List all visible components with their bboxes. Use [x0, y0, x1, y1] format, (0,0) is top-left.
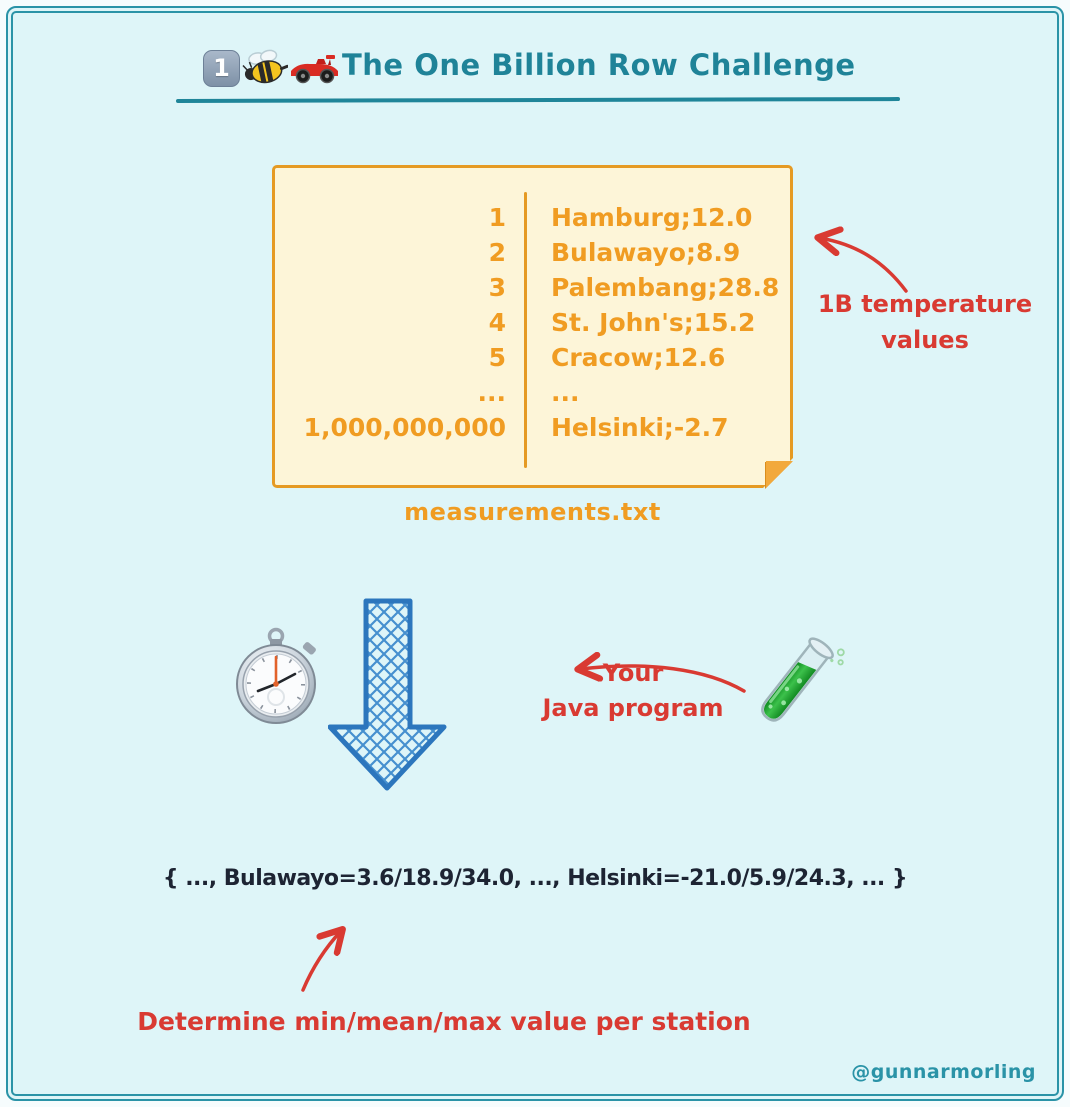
line-value: Palembang;28.8 — [551, 273, 780, 302]
line-number: 1 — [488, 203, 506, 232]
page-title: The One Billion Row Challenge — [342, 48, 856, 82]
result-output: { ..., Bulawayo=3.6/18.9/34.0, ..., Helsinki=-21.0/5.9/24.3, ... } — [162, 866, 908, 891]
measurement-row — [275, 340, 790, 375]
measurement-row — [275, 270, 790, 305]
stopwatch-icon — [229, 627, 323, 725]
program-label-line1: Your — [602, 659, 664, 687]
keycap-one-icon — [203, 50, 240, 87]
temperature-label-line2: values — [881, 326, 969, 354]
line-value: Bulawayo;8.9 — [551, 238, 741, 267]
program-label-line2: Java program — [542, 694, 724, 722]
note-rows — [275, 200, 790, 445]
temperature-label-line1: 1B temperature — [817, 290, 1033, 318]
measurement-row — [275, 410, 790, 445]
title-icons — [203, 46, 340, 90]
line-number: 3 — [488, 273, 506, 302]
measurement-row — [275, 305, 790, 340]
line-value: St. John's;15.2 — [551, 308, 756, 337]
line-number: 4 — [488, 308, 506, 337]
measurement-row — [275, 200, 790, 235]
bee-icon — [242, 47, 288, 89]
line-value: ... — [551, 378, 580, 407]
line-number: ... — [477, 378, 506, 407]
measurement-row — [275, 375, 790, 410]
folded-corner-icon — [766, 461, 793, 488]
down-arrow-icon — [328, 598, 448, 794]
line-number: 5 — [488, 343, 506, 372]
racing-car-icon — [290, 51, 340, 85]
line-number: 1,000,000,000 — [303, 413, 506, 442]
keycap-digit: 1 — [213, 54, 230, 82]
title-row — [0, 44, 1070, 94]
measurements-note — [272, 165, 793, 488]
measurement-row — [275, 235, 790, 270]
author-handle: @gunnarmorling — [851, 1061, 1036, 1083]
line-value: Helsinki;-2.7 — [551, 413, 729, 442]
line-number: 2 — [488, 238, 506, 267]
java-program-label — [528, 656, 738, 726]
temperature-values-label — [800, 286, 1050, 358]
line-value: Cracow;12.6 — [551, 343, 726, 372]
line-value: Hamburg;12.0 — [551, 203, 753, 232]
file-name-caption: measurements.txt — [404, 498, 661, 526]
test-tube-icon — [738, 626, 850, 740]
determine-label: Determine min/mean/max value per station — [137, 1007, 751, 1036]
